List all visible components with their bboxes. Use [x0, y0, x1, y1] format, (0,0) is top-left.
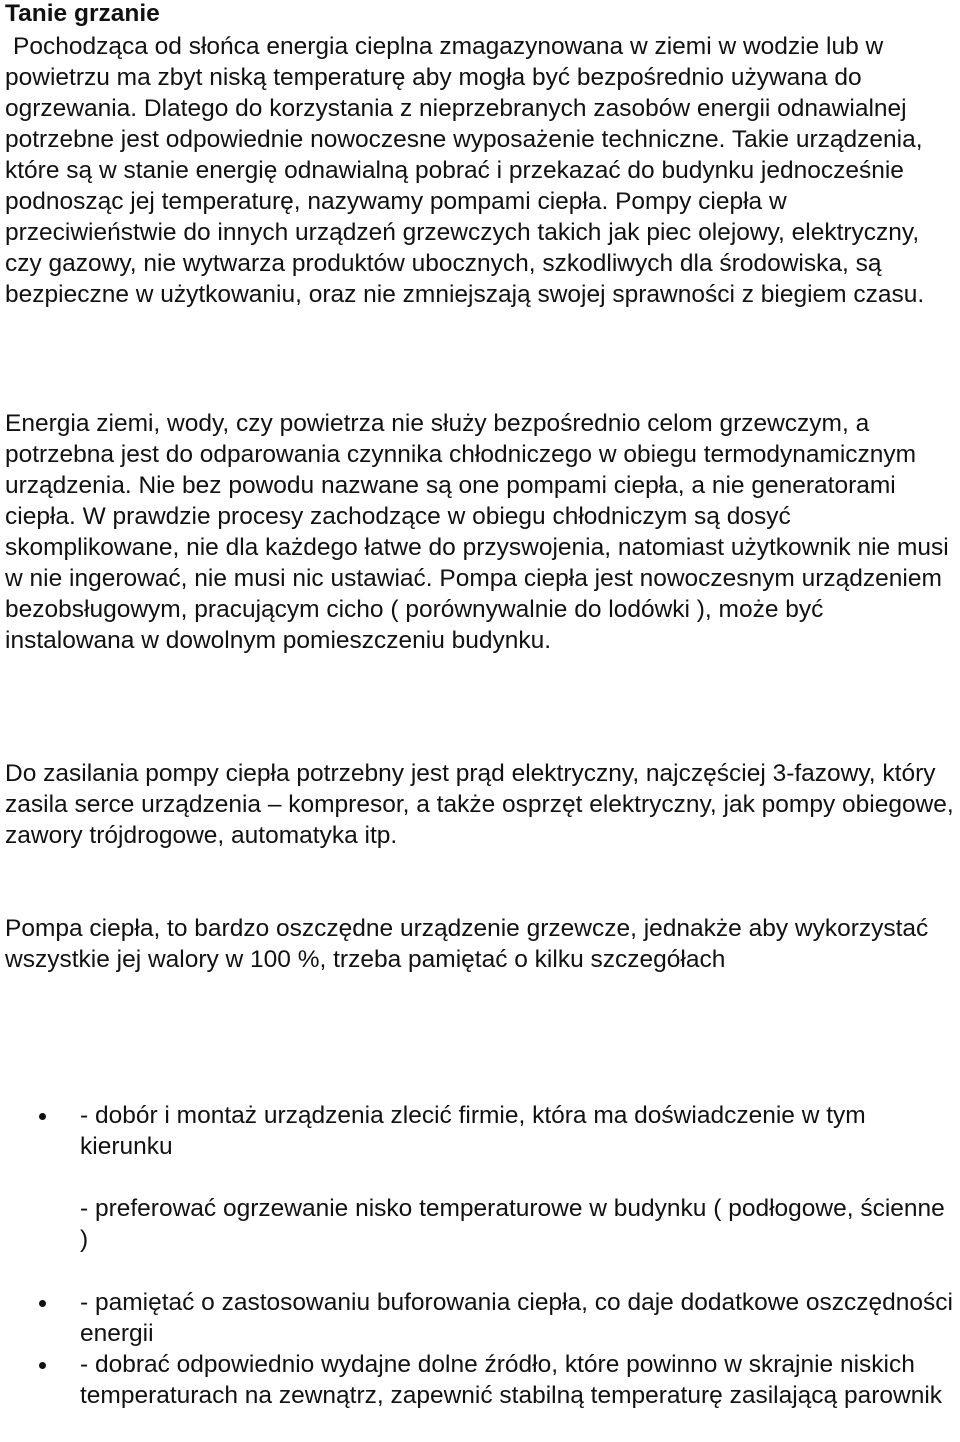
list-item-installer	[80, 1100, 955, 1162]
paragraph-heat-pump-intro: Pochodząca od słońca energia cieplna zmagazynowana w ziemi w wodzie lub w powietrzu ma zbyt niską temperaturę aby mogła być bezpośrednio używana do ogrzewania. Dlatego do korzystania z nieprzebranych zasobów energii odnawialnej potrzebne jest odpowiednie nowoczesne wyposażenie techniczne. Takie urządzenia, które są w stanie energię odnawialną pobrać i przekazać do budynku jednocześnie podnosząc jej temperaturę, nazywamy pompami ciepła. Pompy ciepła w przeciwieństwie do innych urządzeń grzewczych takich jak piec olejowy, elektryczny, czy gazowy, nie wytwarza produktów ubocznych, szkodliwych dla środowiska, są bezpieczne w użytkowaniu, oraz nie zmniejszają swojej sprawności z biegiem czasu.	[5, 33, 925, 308]
list-item-text: - pamiętać o zastosowaniu buforowania ciepła, co daje dodatkowe oszczędności energii	[80, 1289, 953, 1347]
bullet-icon	[39, 1300, 46, 1307]
list-item-text: - dobrać odpowiednio wydajne dolne źródło, które powinno w skrajnie niskich temperaturach na zewnątrz, zapewnić stabilną temperaturę zasilającą parownik	[80, 1351, 943, 1409]
bullet-icon	[39, 1113, 46, 1120]
paragraph-power-supply: Do zasilania pompy ciepła potrzebny jest prąd elektryczny, najczęściej 3-fazowy, który zasila serce urządzenia – kompresor, a także osprzęt elektryczny, jak pompy obiegowe, zawory trójdrogowe, automatyka itp.	[5, 760, 954, 849]
list-item-text: - preferować ogrzewanie nisko temperaturowe w budynku ( podłogowe, ścienne )	[80, 1195, 945, 1253]
paragraph-energy-sources: Energia ziemi, wody, czy powietrza nie służy bezpośrednio celom grzewczym, a potrzebna jest do odparowania czynnika chłodniczego w obiegu termodynamicznym urządzenia. Nie bez powodu nazwane są one pompami ciepła, a nie generatorami ciepła. W prawdzie procesy zachodzące w obiegu chłodniczym są dosyć skomplikowane, nie dla każdego łatwe do przyswojenia, natomiast użytkownik nie musi w nie ingerować, nie musi nic ustawiać. Pompa ciepła jest nowoczesnym urządzeniem bezobsługowym, pracującym cicho ( porównywalnie do lodówki ), może być instalowana w dowolnym pomieszczeniu budynku.	[5, 410, 949, 654]
list-item-low-temp-heating	[80, 1193, 955, 1255]
bullet-icon	[39, 1362, 46, 1369]
paragraph-efficiency-tips-intro: Pompa ciepła, to bardzo oszczędne urządzenie grzewcze, jednakże aby wykorzystać wszystkie jej walory w 100 %, trzeba pamiętać o kilku szczegółach	[5, 915, 929, 973]
list-item-buffer	[80, 1287, 955, 1349]
document-title: Tanie grzanie	[5, 0, 160, 27]
list-item-lower-source	[80, 1349, 955, 1411]
list-item-text: - dobór i montaż urządzenia zlecić firmie, która ma doświadczenie w tym kierunku	[80, 1102, 866, 1160]
